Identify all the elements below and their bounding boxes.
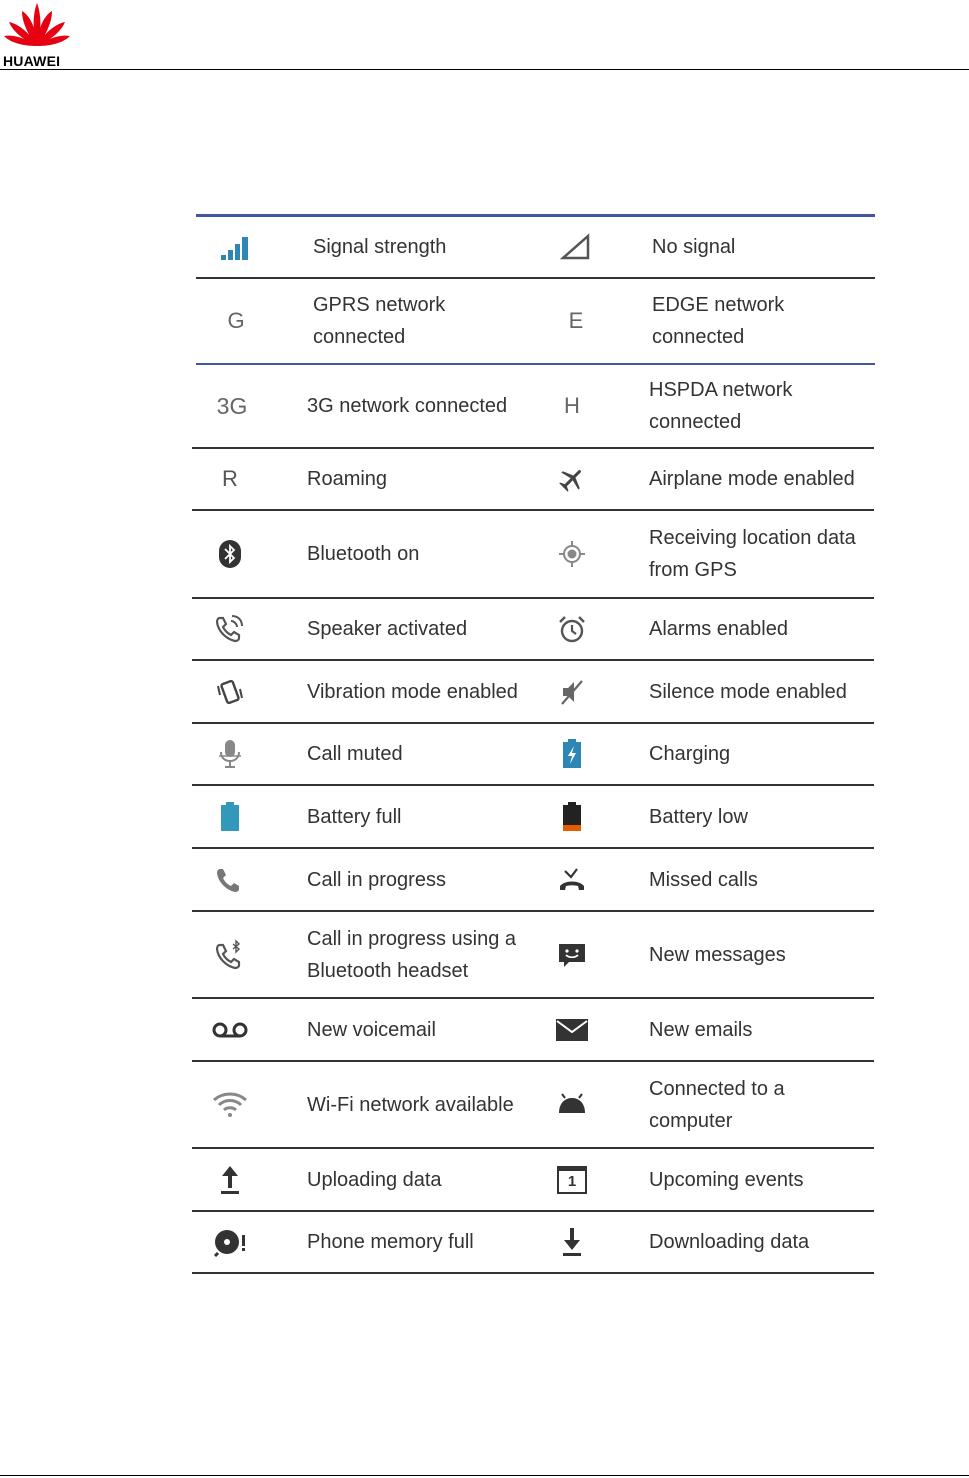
- table-row: [192, 511, 874, 599]
- row-label: Call muted: [307, 743, 403, 765]
- row-label: No signal: [652, 236, 736, 258]
- charging-icon: [532, 724, 612, 784]
- table-row: [192, 365, 874, 449]
- row-label: Airplane mode enabled: [649, 468, 855, 490]
- table-row: [192, 724, 874, 786]
- row-label: Upcoming events: [649, 1168, 804, 1191]
- table-row: [192, 849, 874, 912]
- airplane-icon: [532, 449, 612, 509]
- gprs-icon: G: [227, 308, 245, 333]
- 3g-icon: 3G: [216, 392, 248, 419]
- table-row: [192, 1149, 874, 1212]
- call-muted-icon: [190, 724, 270, 784]
- row-label: Call in progress: [307, 868, 446, 891]
- voicemail-icon: [190, 999, 270, 1060]
- battery-low-icon: [532, 786, 612, 847]
- roaming-icon: R: [222, 466, 238, 491]
- speaker-icon: [190, 599, 270, 659]
- table-row: [192, 912, 874, 999]
- huawei-flower-icon: [2, 0, 72, 52]
- brand-name: HUAWEI: [3, 53, 61, 69]
- upload-icon: [190, 1149, 270, 1210]
- row-label: Vibration mode enabled: [307, 680, 518, 703]
- download-icon: [532, 1212, 612, 1272]
- row-label: GPRS network connected: [313, 294, 446, 348]
- header-divider: [0, 69, 969, 70]
- silence-icon: [532, 661, 612, 722]
- row-label: Roaming: [307, 468, 388, 490]
- row-label: EDGE network connected: [652, 294, 785, 348]
- hspda-icon: H: [564, 393, 580, 418]
- table-row: [196, 217, 875, 279]
- no-signal-icon: [536, 217, 616, 277]
- row-label: Uploading data: [307, 1168, 442, 1191]
- table-row: [192, 1062, 874, 1149]
- vibration-icon: [190, 661, 270, 722]
- computer-connection-icon: [532, 1062, 612, 1147]
- row-label: Battery low: [649, 805, 748, 828]
- table-row: [192, 999, 874, 1062]
- row-label: HSPDA network connected: [649, 379, 793, 433]
- wifi-icon: [190, 1062, 270, 1147]
- signal-strength-icon: [196, 217, 276, 277]
- table-row: [192, 1212, 874, 1274]
- bluetooth-icon: [190, 511, 270, 597]
- row-label: New emails: [649, 1018, 753, 1041]
- calendar-day: 1: [557, 1166, 587, 1194]
- bluetooth-call-icon: [190, 912, 270, 997]
- memory-full-icon: [190, 1212, 270, 1272]
- row-label: 3G network connected: [307, 395, 508, 417]
- row-label: New messages: [649, 943, 786, 966]
- new-messages-icon: [532, 912, 612, 997]
- email-icon: [532, 999, 612, 1060]
- battery-full-icon: [190, 786, 270, 847]
- missed-calls-icon: [532, 849, 612, 910]
- row-label: Charging: [649, 743, 731, 765]
- call-in-progress-icon: [190, 849, 270, 910]
- gps-icon: [532, 511, 612, 597]
- table-row: [192, 661, 874, 724]
- table-row: [196, 279, 875, 365]
- row-label: Call in progress using a Bluetooth headset: [307, 927, 516, 982]
- row-label: Wi-Fi network available: [307, 1093, 514, 1116]
- row-label: Connected to a computer: [649, 1077, 785, 1132]
- edge-icon: E: [568, 308, 584, 333]
- row-label: Alarms enabled: [649, 618, 788, 640]
- row-label: Silence mode enabled: [649, 680, 847, 703]
- table-row: [192, 599, 874, 661]
- row-label: Downloading data: [649, 1231, 810, 1253]
- table-row: [192, 449, 874, 511]
- row-label: Missed calls: [649, 868, 758, 891]
- row-label: Phone memory full: [307, 1231, 474, 1253]
- row-label: Battery full: [307, 805, 402, 828]
- row-label: Bluetooth on: [307, 543, 420, 565]
- huawei-logo: [2, 0, 72, 70]
- table-row: [192, 786, 874, 849]
- row-label: New voicemail: [307, 1018, 436, 1041]
- row-label: Receiving location data from GPS: [649, 527, 856, 581]
- footer-divider: [0, 1475, 969, 1476]
- row-label: Speaker activated: [307, 618, 468, 640]
- calendar-icon: [532, 1149, 612, 1210]
- row-label: Signal strength: [313, 236, 447, 258]
- alarm-icon: [532, 599, 612, 659]
